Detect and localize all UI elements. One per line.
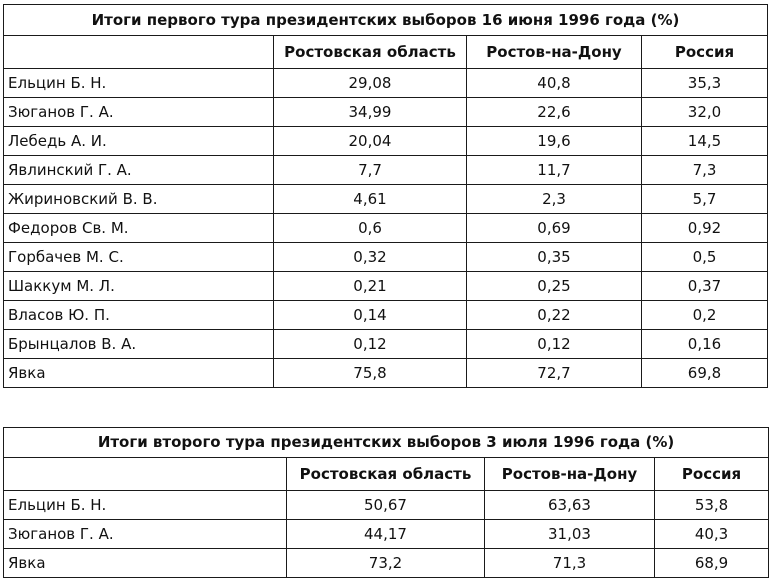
table-row <box>4 69 768 98</box>
table-row <box>4 98 768 127</box>
value-cell: 14,5 <box>642 127 768 156</box>
table-title-row <box>4 428 769 458</box>
value-cell: 35,3 <box>642 69 768 98</box>
table-row <box>4 330 768 359</box>
table-row <box>4 359 768 388</box>
value-cell: 40,3 <box>655 520 769 549</box>
table-row <box>4 491 769 520</box>
column-header-row <box>4 36 768 69</box>
value-cell: 0,16 <box>642 330 768 359</box>
table-row <box>4 301 768 330</box>
table-row <box>4 156 768 185</box>
first-round-results-table <box>3 4 768 388</box>
value-cell: 0,2 <box>642 301 768 330</box>
value-cell: 69,8 <box>642 359 768 388</box>
table-row <box>4 272 768 301</box>
candidate-name-cell: Шаккум М. Л. <box>4 272 274 301</box>
table-title-row <box>4 5 768 36</box>
value-cell: 71,3 <box>485 549 655 578</box>
column-header-rostov-oblast: Ростовская область <box>287 458 485 491</box>
candidate-name-cell: Ельцин Б. Н. <box>4 491 287 520</box>
value-cell: 53,8 <box>655 491 769 520</box>
table-row <box>4 549 769 578</box>
candidate-name-cell: Явка <box>4 549 287 578</box>
value-cell: 0,69 <box>467 214 642 243</box>
value-cell: 0,12 <box>274 330 467 359</box>
value-cell: 2,3 <box>467 185 642 214</box>
column-header-rostov-oblast: Ростовская область <box>274 36 467 69</box>
column-header-russia: Россия <box>642 36 768 69</box>
table-row <box>4 214 768 243</box>
candidate-name-cell: Жириновский В. В. <box>4 185 274 214</box>
column-header-russia: Россия <box>655 458 769 491</box>
candidate-name-cell: Явлинский Г. А. <box>4 156 274 185</box>
value-cell: 73,2 <box>287 549 485 578</box>
value-cell: 68,9 <box>655 549 769 578</box>
value-cell: 34,99 <box>274 98 467 127</box>
candidate-name-cell: Федоров Св. М. <box>4 214 274 243</box>
table-row <box>4 127 768 156</box>
value-cell: 72,7 <box>467 359 642 388</box>
value-cell: 7,3 <box>642 156 768 185</box>
table-row <box>4 520 769 549</box>
value-cell: 19,6 <box>467 127 642 156</box>
value-cell: 0,22 <box>467 301 642 330</box>
value-cell: 0,5 <box>642 243 768 272</box>
value-cell: 0,37 <box>642 272 768 301</box>
candidate-name-cell: Власов Ю. П. <box>4 301 274 330</box>
value-cell: 63,63 <box>485 491 655 520</box>
header-empty-cell <box>4 36 274 69</box>
table-row <box>4 185 768 214</box>
value-cell: 0,6 <box>274 214 467 243</box>
value-cell: 40,8 <box>467 69 642 98</box>
value-cell: 20,04 <box>274 127 467 156</box>
candidate-name-cell: Зюганов Г. А. <box>4 520 287 549</box>
value-cell: 0,21 <box>274 272 467 301</box>
value-cell: 31,03 <box>485 520 655 549</box>
value-cell: 32,0 <box>642 98 768 127</box>
value-cell: 22,6 <box>467 98 642 127</box>
value-cell: 4,61 <box>274 185 467 214</box>
second-round-title: Итоги второго тура президентских выборов 3 июля 1996 года (%) <box>4 428 769 458</box>
value-cell: 75,8 <box>274 359 467 388</box>
value-cell: 0,25 <box>467 272 642 301</box>
column-header-rostov-on-don: Ростов-на-Дону <box>485 458 655 491</box>
candidate-name-cell: Ельцин Б. Н. <box>4 69 274 98</box>
value-cell: 0,32 <box>274 243 467 272</box>
value-cell: 0,92 <box>642 214 768 243</box>
candidate-name-cell: Горбачев М. С. <box>4 243 274 272</box>
first-round-title: Итоги первого тура президентских выборов 16 июня 1996 года (%) <box>4 5 768 36</box>
candidate-name-cell: Явка <box>4 359 274 388</box>
value-cell: 44,17 <box>287 520 485 549</box>
value-cell: 0,12 <box>467 330 642 359</box>
candidate-name-cell: Зюганов Г. А. <box>4 98 274 127</box>
column-header-row <box>4 458 769 491</box>
value-cell: 29,08 <box>274 69 467 98</box>
column-header-rostov-on-don: Ростов-на-Дону <box>467 36 642 69</box>
candidate-name-cell: Брынцалов В. А. <box>4 330 274 359</box>
header-empty-cell <box>4 458 287 491</box>
value-cell: 0,35 <box>467 243 642 272</box>
table-row <box>4 243 768 272</box>
value-cell: 5,7 <box>642 185 768 214</box>
value-cell: 50,67 <box>287 491 485 520</box>
value-cell: 7,7 <box>274 156 467 185</box>
value-cell: 0,14 <box>274 301 467 330</box>
second-round-results-table <box>3 427 769 578</box>
candidate-name-cell: Лебедь А. И. <box>4 127 274 156</box>
value-cell: 11,7 <box>467 156 642 185</box>
